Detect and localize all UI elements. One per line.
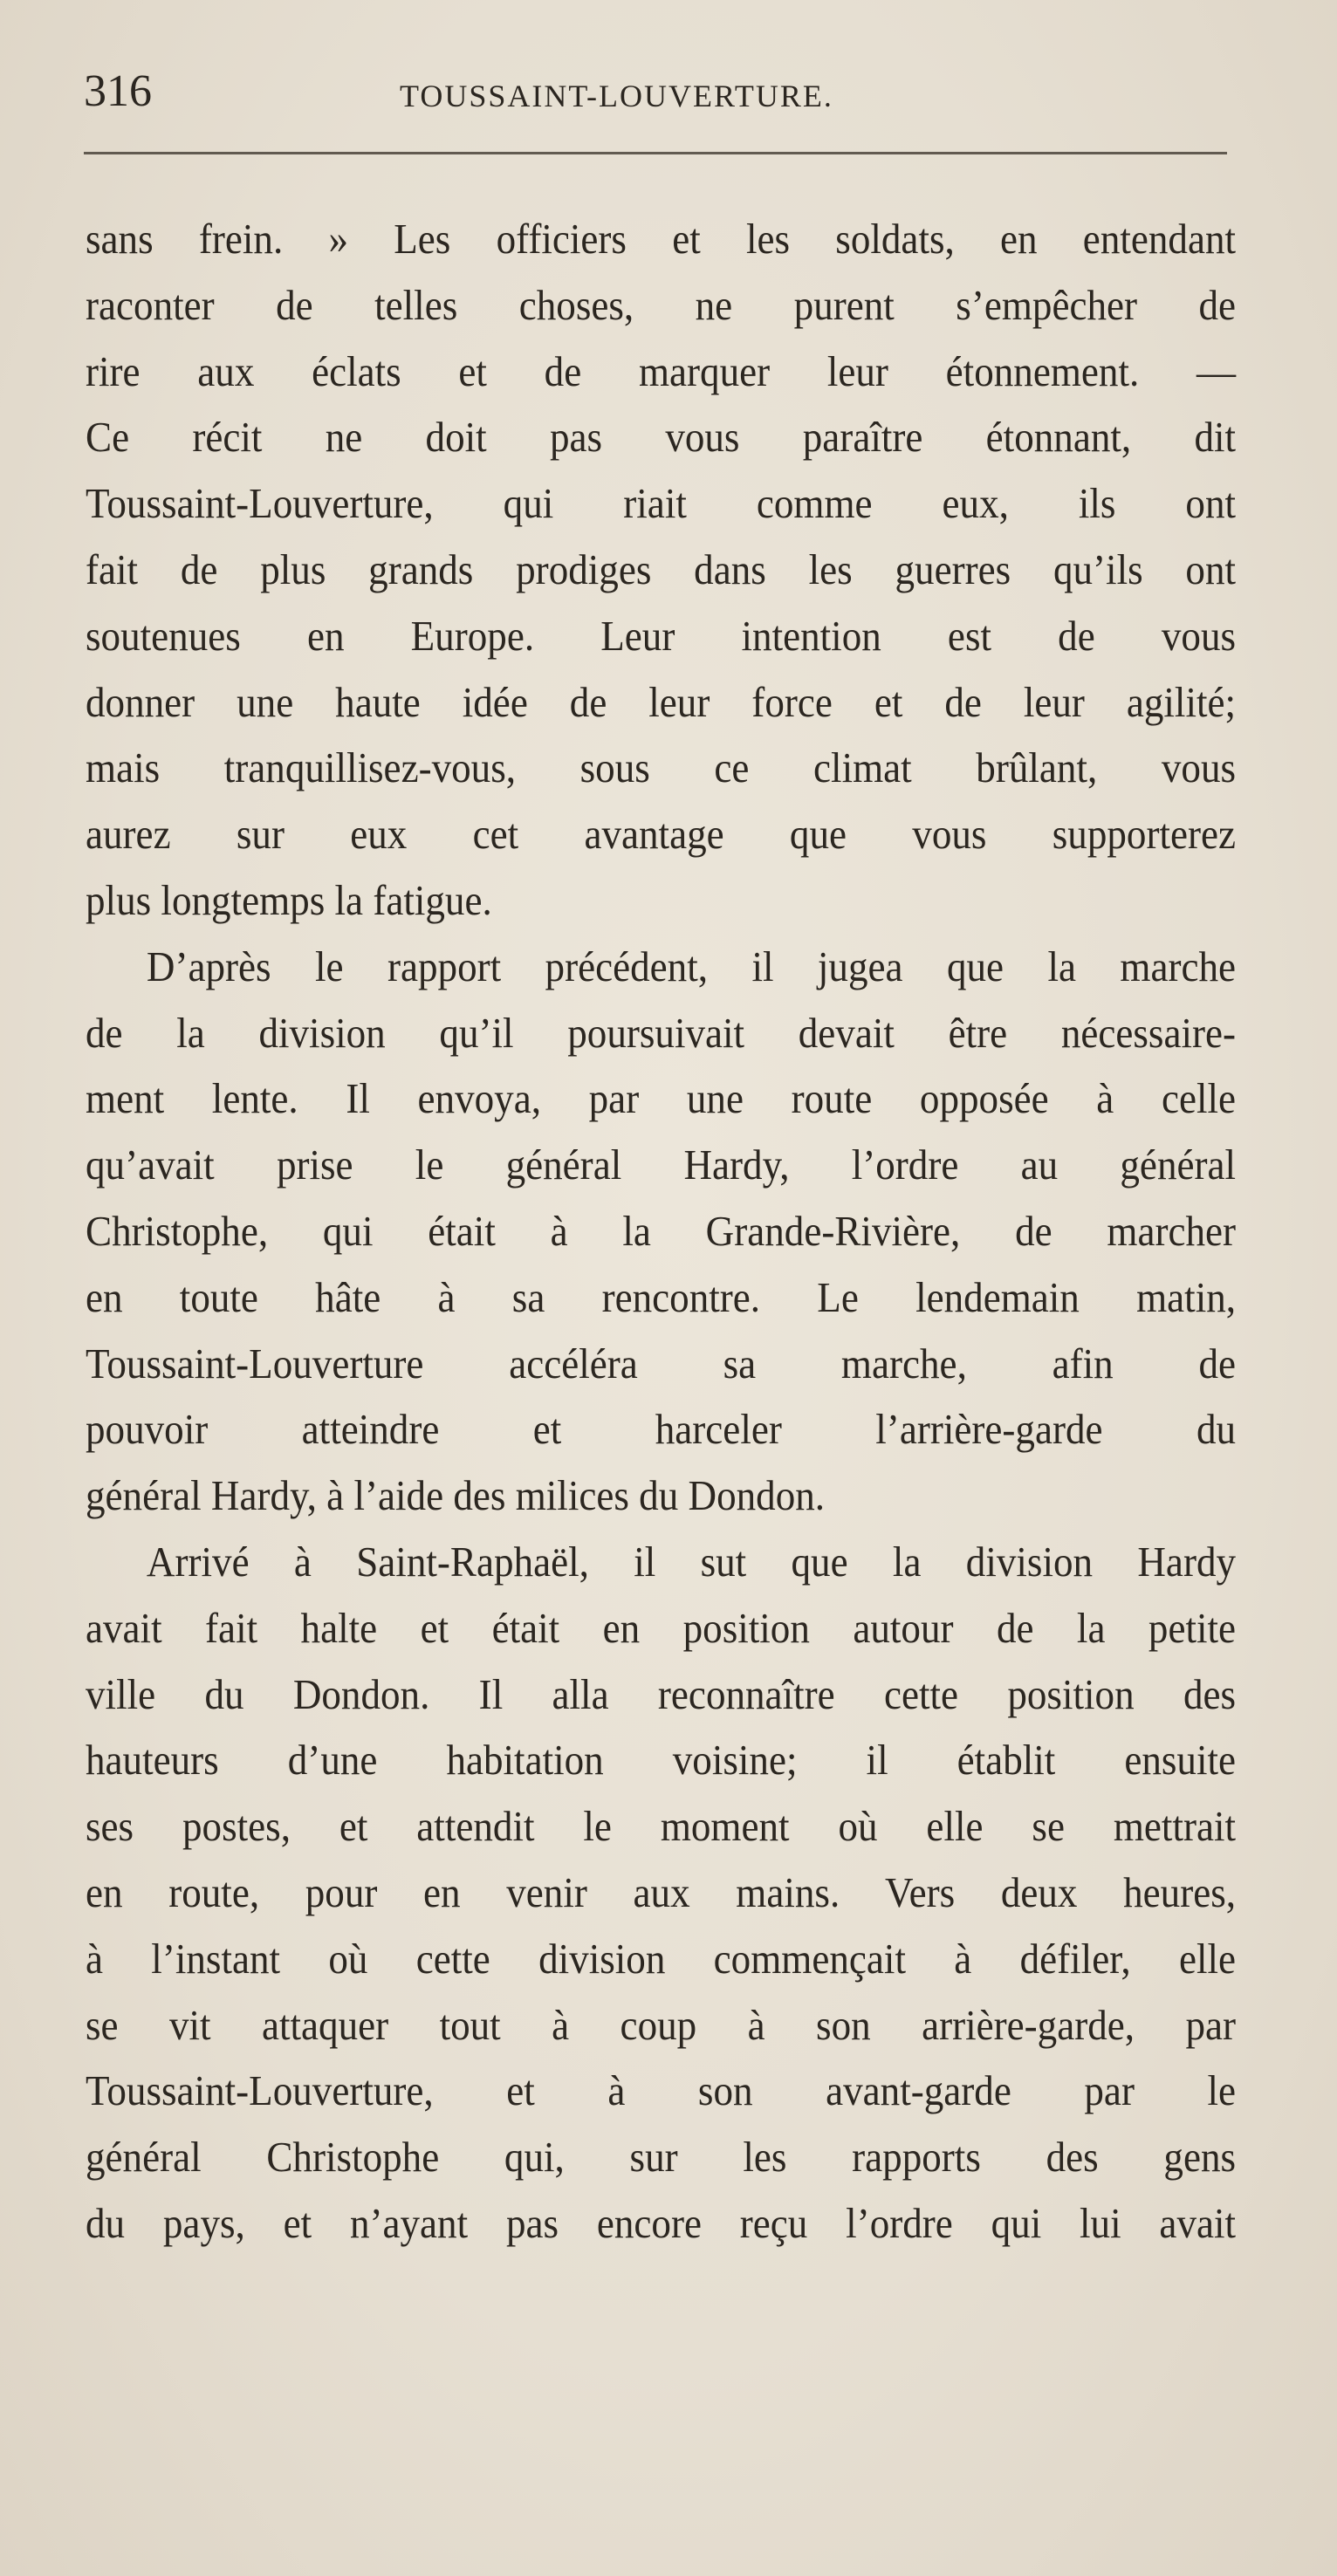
text-line: Christophe, qui était à la Grande-Rivière, de marcher [86,1206,1237,1255]
paragraph [86,934,1236,1529]
text-line: de la division qu’il poursuivait devait être nécessaire- [86,1008,1237,1057]
text-line: sans frein. » Les officiers et les soldats, en entendant [86,215,1237,263]
text-line: pouvoir atteindre et harceler l’arrière-garde du [86,1405,1237,1454]
running-title: TOUSSAINT-LOUVERTURE. [400,79,833,113]
text-line: qu’avait prise le général Hardy, l’ordre au général [86,1141,1237,1189]
page-header [84,63,1227,124]
text-line: donner une haute idée de leur force et de leur agilité; [86,677,1237,726]
text-line: général Hardy, à l’aide des milices du Dondon. [86,1471,826,1520]
text-line: en toute hâte à sa rencontre. Le lendemain matin, [86,1272,1237,1321]
body-text [86,206,1236,2257]
text-line: soutenues en Europe. Leur intention est de vous [86,611,1237,660]
text-line: aurez sur eux cet avantage que vous supporterez [86,810,1237,859]
text-line: du pays, et n’ayant pas encore reçu l’ordre qui lui avait [86,2198,1237,2247]
text-line: Ce récit ne doit pas vous paraître étonnant, dit [86,413,1237,462]
text-line: rire aux éclats et de marquer leur étonnement. — [86,346,1237,395]
text-line: à l’instant où cette division commençait à défiler, elle [86,1934,1237,1983]
header-rule [84,152,1227,154]
paragraph [86,206,1236,934]
text-line: se vit attaquer tout à coup à son arrière-garde, par [86,2000,1237,2049]
text-line: mais tranquillisez-vous, sous ce climat brûlant, vous [86,743,1237,792]
text-line: Toussaint-Louverture, qui riait comme eux, ils ont [86,479,1237,528]
paragraph [86,1529,1236,2257]
text-line: D’après le rapport précédent, il jugea que la marche [146,942,1237,990]
text-line: Toussaint-Louverture accéléra sa marche, afin de [86,1339,1237,1387]
text-line: avait fait halte et était en position autour de la petite [86,1603,1237,1652]
text-line: ment lente. Il envoya, par une route opposée à celle [86,1074,1237,1123]
text-line: Arrivé à Saint-Raphaël, il sut que la division Hardy [146,1537,1237,1586]
page-number: 316 [84,66,152,116]
text-line: Toussaint-Louverture, et à son avant-garde par le [86,2066,1237,2115]
text-line: général Christophe qui, sur les rapports des gens [86,2133,1237,2182]
text-line: fait de plus grands prodiges dans les guerres qu’ils ont [86,545,1237,593]
text-line: raconter de telles choses, ne purent s’empêcher de [86,280,1237,329]
text-line: hauteurs d’une habitation voisine; il établit ensuite [86,1736,1237,1785]
text-line: ville du Dondon. Il alla reconnaître cette position des [86,1669,1237,1718]
text-line: ses postes, et attendit le moment où elle se mettrait [86,1802,1237,1851]
text-line: en route, pour en venir aux mains. Vers deux heures, [86,1867,1237,1916]
text-line: plus longtemps la fatigue. [86,875,492,924]
